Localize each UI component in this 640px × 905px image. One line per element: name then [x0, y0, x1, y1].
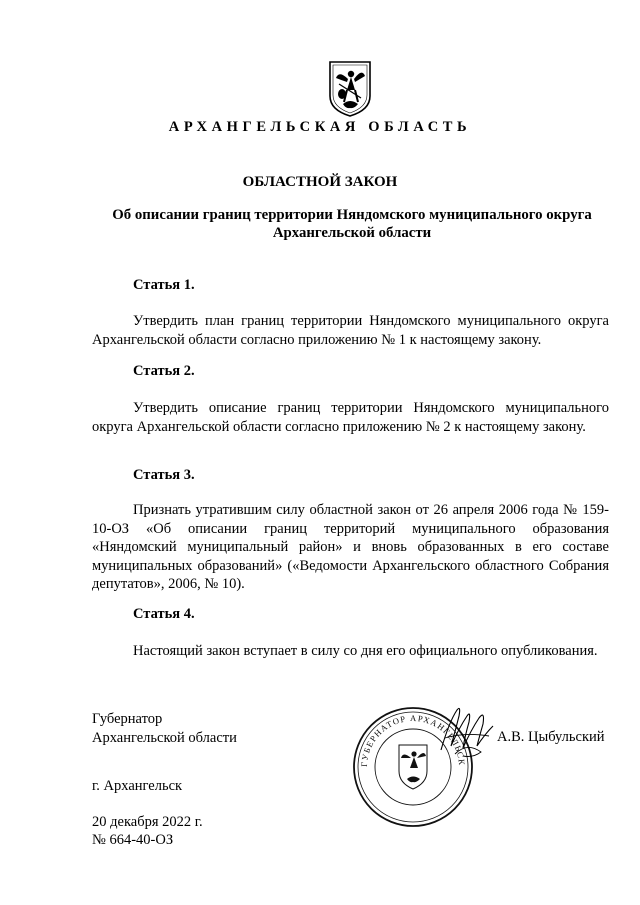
handwritten-signature-icon [437, 702, 499, 762]
city: г. Архангельск [92, 778, 183, 794]
law-number: № 664-40-ОЗ [92, 832, 174, 848]
governor-title: Губернатор [92, 711, 163, 727]
governor-name: А.В. Цыбульский [497, 729, 605, 745]
article-text: Утвердить описание границ территории Няндомского муниципального округа Архангельской области согласно приложению № 2 к настоящему закону. [92, 400, 609, 435]
stamp-text: ГУБЕРНАТОР АРХАНГЕЛЬСК [358, 712, 468, 768]
region-name: АРХАНГЕЛЬСКАЯ ОБЛАСТЬ [168, 119, 472, 135]
governor-region: Архангельской области [92, 730, 237, 746]
article-text: Утвердить план границ территории Няндомского муниципального округа Архангельской области согласно приложению № 1 к настоящему закону. [92, 313, 609, 348]
law-type: ОБЛАСТНОЙ ЗАКОН [242, 174, 398, 190]
article-heading: Статья 2. [133, 363, 195, 379]
law-date: 20 декабря 2022 г. [92, 814, 203, 830]
article-heading: Статья 1. [133, 277, 195, 293]
article-heading: Статья 4. [133, 606, 195, 622]
law-title: Об описании границ территории Няндомского муниципального округа Архангельской области [112, 207, 592, 241]
article-text: Признать утратившим силу областной закон от 26 апреля 2006 года № 159-10-ОЗ «Об описании границ территорий муниципального образования «Няндомский муниципальный район» и вновь образованных в его составе муниципальных образований» («Ведомости Архангельского областного Собрания депутатов», 2006, № 10). [92, 502, 609, 593]
archangel-coat-of-arms-icon [327, 60, 373, 118]
article-text: Настоящий закон вступает в силу со дня его официального опубликования. [133, 643, 598, 659]
article-heading: Статья 3. [133, 467, 195, 483]
